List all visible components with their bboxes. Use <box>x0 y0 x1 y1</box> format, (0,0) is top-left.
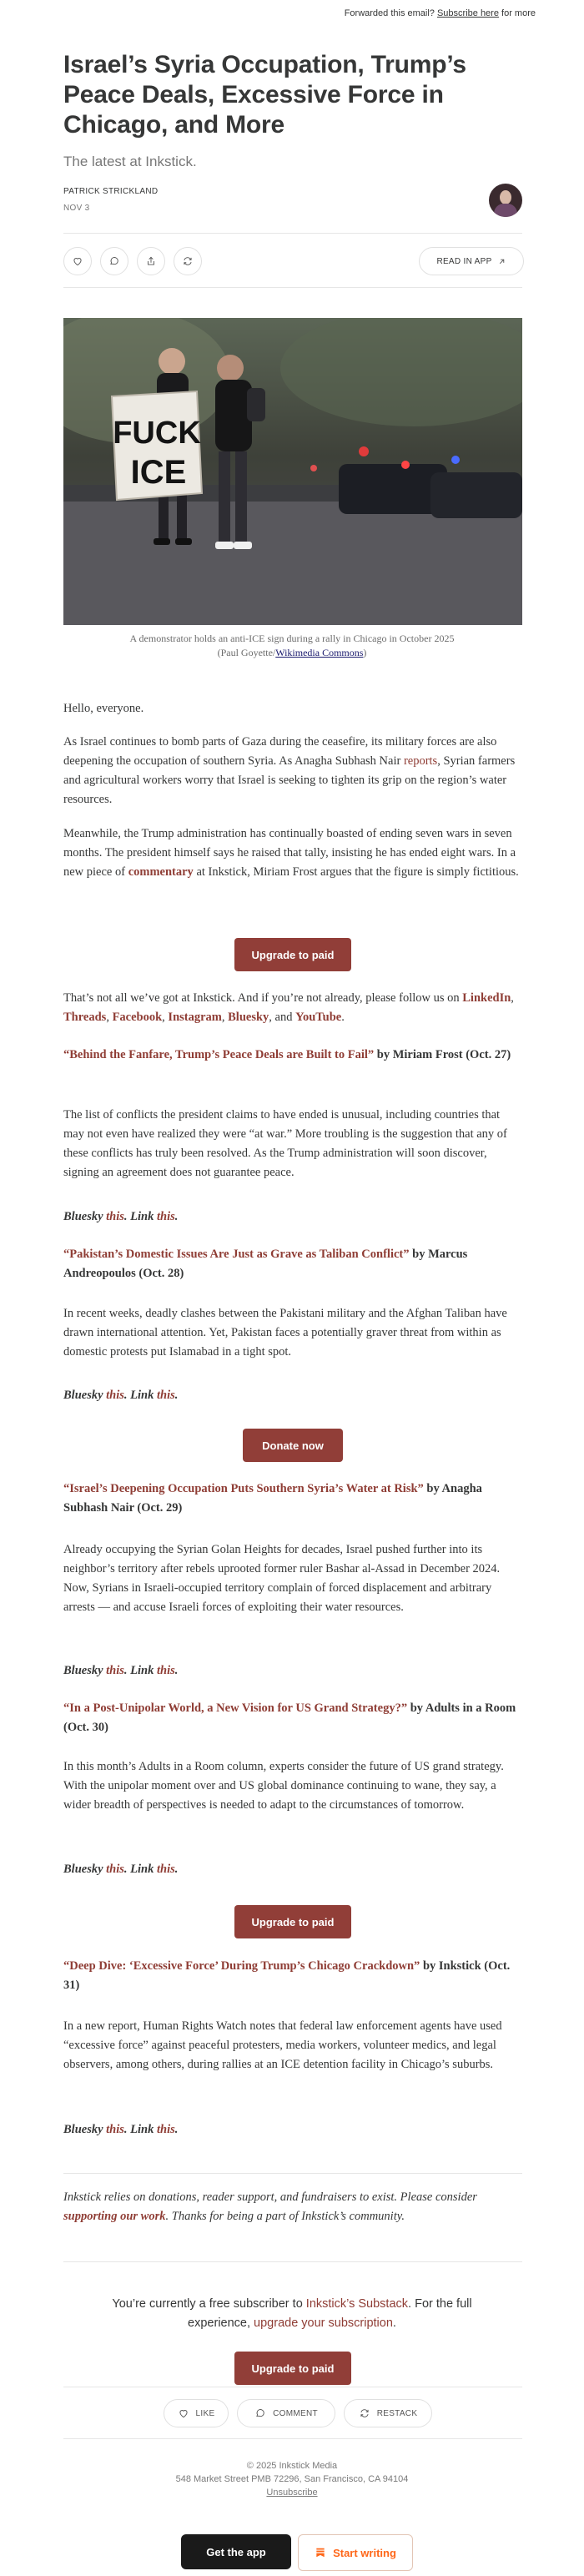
article-this-link[interactable]: this <box>157 1210 175 1223</box>
sub-text-c: . <box>392 2316 396 2330</box>
article-byline: by Inkstick (Oct. 31) <box>63 1959 511 1992</box>
restack-button[interactable] <box>344 2399 432 2427</box>
article-heading <box>63 1480 522 1518</box>
caption-text: A demonstrator holds an anti-ICE sign during a rally in Chicago in October 2025 (Paul Goyette/ <box>129 633 455 658</box>
youtube-link[interactable]: YouTube <box>295 1011 342 1024</box>
article-byline: by Adults in a Room (Oct. 30) <box>63 1701 516 1734</box>
bluesky-link-row: Bluesky this. Link this. <box>63 1389 179 1402</box>
intro-paragraph-1 <box>63 733 522 809</box>
comment-label: COMMENT <box>273 2408 318 2418</box>
divider <box>63 233 522 234</box>
bluesky-this-link[interactable]: this <box>106 2123 124 2136</box>
article-title-link[interactable]: “Israel’s Deepening Occupation Puts Southern Syria’s Water at Risk” <box>63 1482 424 1495</box>
upgrade-button[interactable]: Upgrade to paid <box>234 938 351 971</box>
caption-link[interactable]: Wikimedia Commons <box>275 647 364 658</box>
share-icon <box>145 255 157 267</box>
restack-icon-button[interactable] <box>174 247 202 275</box>
linkedin-link[interactable]: LinkedIn <box>462 991 511 1005</box>
bluesky-label: Bluesky <box>63 1863 103 1876</box>
p2-text-a: Meanwhile, the Trump administration has continually boasted of ending seven wars in seven months. The president himself says he raised that tally, insisting he has ended eight wars. In a new piece of <box>63 827 516 879</box>
sub-text-b: . For the full experience, <box>188 2297 472 2330</box>
p1-text-a: As Israel continues to bomb parts of Gaza during the ceasefire, its military forces are also deepening the occupation of southern Syria. As Anagha Subhash Nair <box>63 735 497 768</box>
reports-link[interactable]: reports <box>403 754 438 768</box>
intro-paragraph-2 <box>63 824 522 882</box>
like-icon-button[interactable] <box>63 247 92 275</box>
article-byline: by Marcus Andreopoulos (Oct. 28) <box>63 1248 468 1280</box>
mailing-address: 548 Market Street PMB 72296, San Francisco, CA 94104 <box>175 2474 409 2484</box>
comment-icon <box>108 255 120 267</box>
image-caption <box>125 632 459 660</box>
article-title-link[interactable]: “In a Post-Unipolar World, a New Vision for US Grand Strategy?” <box>63 1701 408 1715</box>
bluesky-link-row: Bluesky this. Link this. <box>63 1664 179 1677</box>
restack-label: RESTACK <box>376 2408 418 2418</box>
bluesky-label: Bluesky <box>63 2123 103 2136</box>
bluesky-label: Bluesky <box>63 1664 103 1677</box>
upgrade-button[interactable]: Upgrade to paid <box>234 1905 351 1938</box>
author-name[interactable]: PATRICK STRICKLAND <box>63 187 159 196</box>
article-this-link[interactable]: this <box>157 2123 175 2136</box>
sign-text-line2: ICE <box>130 454 187 491</box>
copyright: © 2025 Inkstick Media <box>246 2461 338 2471</box>
article-summary: The list of conflicts the president claims to have ended is unusual, including countries that may not even have realized they were “at war.” More troubling is the suggestion that any of these conflicts has truly been resolved. As the Trump administration will soon discover, signing an agreement does not guarantee peace. <box>63 1108 507 1179</box>
p3-text: That’s not all we’ve got at Inkstick. And if you’re not already, please follow us on <box>63 991 463 1005</box>
link-label: Link <box>130 1210 154 1223</box>
sign-text-line1: FUCK <box>113 416 201 451</box>
unsubscribe-link[interactable]: Unsubscribe <box>266 2488 318 2498</box>
article-byline: by Miriam Frost (Oct. 27) <box>374 1048 511 1061</box>
post-title[interactable]: Israel’s Syria Occupation, Trump’s Peace Deals, Excessive Force in Chicago, and More <box>63 51 466 139</box>
comment-icon <box>254 2407 266 2419</box>
p2-text-b: at Inkstick, Miriam Frost argues that the figure is simply fictitious. <box>193 865 519 879</box>
like-label: LIKE <box>195 2408 215 2418</box>
share-icon-button[interactable] <box>137 247 165 275</box>
link-label: Link <box>130 2123 154 2136</box>
forwarded-suffix: for more <box>501 8 536 18</box>
comment-icon-button[interactable] <box>100 247 128 275</box>
arrow-up-right-icon <box>497 257 506 266</box>
bluesky-this-link[interactable]: this <box>106 1389 124 1402</box>
heart-icon <box>178 2407 189 2419</box>
read-in-app-button[interactable] <box>419 247 524 275</box>
divider <box>63 287 522 288</box>
article-this-link[interactable]: this <box>157 1389 175 1402</box>
bluesky-this-link[interactable]: this <box>106 1210 124 1223</box>
and-word: and <box>274 1011 293 1024</box>
article-title-link[interactable]: “Behind the Fanfare, Trump’s Peace Deals are Built to Fail” <box>63 1048 375 1061</box>
facebook-link[interactable]: Facebook <box>112 1011 163 1024</box>
article-heading <box>63 1699 522 1737</box>
article-this-link[interactable]: this <box>157 1863 175 1876</box>
avatar-face <box>500 190 511 204</box>
article-summary: In recent weeks, deadly clashes between the Pakistani military and the Afghan Taliban have drawn international attention. Yet, Pakistan faces a potentially graver threat from within as domestic protests put Islamabad in a tight spot. <box>63 1307 507 1359</box>
article-title-link[interactable]: “Pakistan’s Domestic Issues Are Just as Grave as Taliban Conflict” <box>63 1248 410 1261</box>
start-writing-button[interactable] <box>298 2534 413 2571</box>
link-label: Link <box>130 1389 154 1402</box>
article-summary: In this month’s Adults in a Room column, experts consider the future of US grand strategy. With the unipolar moment over and US global dominance continuing to wane, they say, a wider breadth of perspectives is needed to adapt to the circumstances of tomorrow. <box>63 1760 504 1812</box>
bluesky-label: Bluesky <box>63 1210 103 1223</box>
author-avatar[interactable] <box>489 184 522 217</box>
support-note-text-a: Inkstick relies on donations, reader support, and fundraisers to exist. Please consider <box>63 2190 477 2204</box>
article-heading <box>63 1245 522 1283</box>
divider <box>63 2173 522 2174</box>
p1-text-b: , Syrian farmers and agricultural workers worry that Israel is seeking to tighten its grip on the region’s water resources. <box>63 754 516 806</box>
post-date: NOV 3 <box>63 204 90 213</box>
commentary-link[interactable]: commentary <box>128 865 194 879</box>
heart-icon <box>72 255 83 267</box>
bluesky-link-row: Bluesky this. Link this. <box>63 1210 179 1223</box>
get-the-app-button[interactable]: Get the app <box>181 2534 291 2569</box>
inkstick-substack-link[interactable]: Inkstick’s Substack <box>305 2297 409 2311</box>
forwarded-prefix: Forwarded this email? <box>344 8 435 18</box>
link-label: Link <box>130 1664 154 1677</box>
bluesky-this-link[interactable]: this <box>106 1664 124 1677</box>
threads-link[interactable]: Threads <box>63 1011 107 1024</box>
bluesky-link[interactable]: Bluesky <box>228 1011 269 1024</box>
divider <box>63 2261 522 2262</box>
link-label: Link <box>130 1863 154 1876</box>
read-in-app-label: READ IN APP <box>436 256 492 266</box>
greeting: Hello, everyone. <box>63 702 144 715</box>
article-this-link[interactable]: this <box>157 1664 175 1677</box>
supporting-our-work-link[interactable]: supporting our work <box>63 2210 166 2223</box>
subscriber-notice <box>100 2295 484 2333</box>
bluesky-link-row: Bluesky this. Link this. <box>63 2123 179 2136</box>
start-writing-label: Start writing <box>333 2546 396 2559</box>
avatar-body <box>494 204 517 217</box>
article-heading <box>63 1957 522 1995</box>
bluesky-link-row: Bluesky this. Link this. <box>63 1863 179 1876</box>
post-subtitle: The latest at Inkstick. <box>63 154 197 169</box>
article-byline: by Anagha Subhash Nair (Oct. 29) <box>63 1482 482 1515</box>
sub-text-a: You’re currently a free subscriber to <box>112 2297 306 2311</box>
hero-image[interactable] <box>63 318 522 625</box>
support-note-text-b: . Thanks for being a part of Inkstick’s community. <box>165 2210 405 2223</box>
hero-photo-illustration <box>63 318 522 625</box>
donate-button[interactable]: Donate now <box>243 1429 343 1462</box>
support-note <box>63 2188 522 2226</box>
forwarded-note <box>345 8 536 18</box>
article-heading <box>63 1046 522 1065</box>
upgrade-button[interactable]: Upgrade to paid <box>234 2352 351 2385</box>
divider <box>63 2438 522 2439</box>
article-summary: In a new report, Human Rights Watch notes that federal law enforcement agents have used “excessive force” against peaceful protesters, media workers, volunteer medics, and legal observers, among others, during rallies at an ICE detention facility in Chicago’s suburbs. <box>63 2019 502 2071</box>
follow-paragraph: That’s not all we’ve got at Inkstick. And if you’re not already, please follow us on LinkedIn, Threads, Facebook, Instagram, Bluesky, and YouTube. <box>63 991 514 1024</box>
instagram-link[interactable]: Instagram <box>168 1011 222 1024</box>
upgrade-subscription-link[interactable]: upgrade your subscription <box>254 2316 393 2330</box>
substack-logo-icon <box>315 2547 326 2558</box>
restack-icon <box>182 255 194 267</box>
caption-end: ) <box>363 647 367 658</box>
bluesky-this-link[interactable]: this <box>106 1863 124 1876</box>
period: . <box>341 1011 345 1024</box>
subscribe-link[interactable]: Subscribe here <box>436 8 499 18</box>
article-summary: Already occupying the Syrian Golan Heights for decades, Israel pushed further into its neighbor’s territory after rebels uprooted former ruler Bashar al-Assad in December 2024. Now, Syrians in Israeli-occupied territory complain of forced displacement and arbitrary arrests — and accuse Israeli forces of exploiting their water resources. <box>63 1543 501 1614</box>
like-button[interactable] <box>164 2399 229 2427</box>
comment-button[interactable] <box>237 2399 335 2427</box>
bluesky-label: Bluesky <box>63 1389 103 1402</box>
restack-icon <box>359 2407 370 2419</box>
article-title-link[interactable]: “Deep Dive: ‘Excessive Force’ During Trump’s Chicago Crackdown” <box>63 1959 420 1973</box>
